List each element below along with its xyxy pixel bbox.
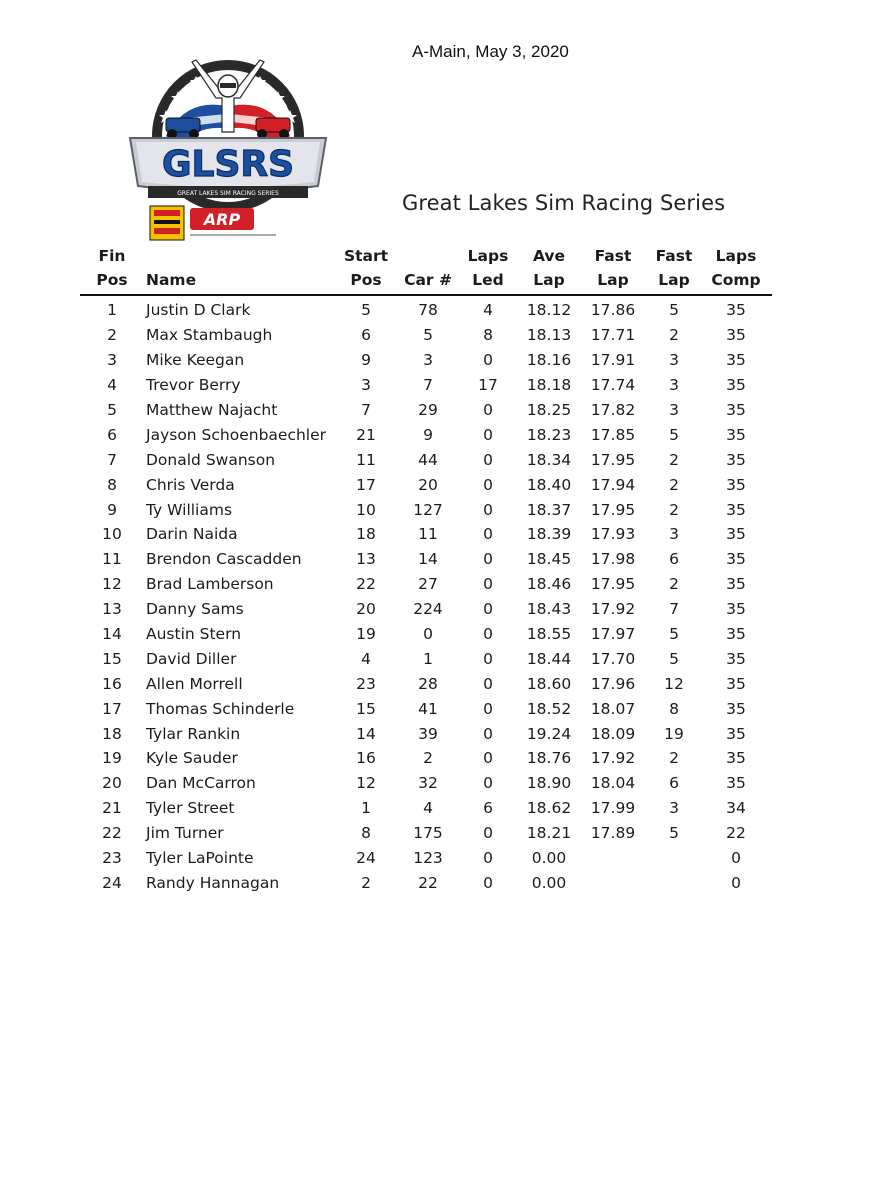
laps-comp-cell: 35 <box>726 724 746 743</box>
driver-name-cell: Tylar Rankin <box>146 724 241 743</box>
car-number-cell: 39 <box>418 724 438 743</box>
laps-led-cell: 0 <box>483 351 493 370</box>
laps-comp-cell: 35 <box>726 326 746 345</box>
start-pos-cell: 21 <box>356 425 376 444</box>
driver-name-cell: Donald Swanson <box>146 450 276 469</box>
ave-lap-cell: 18.90 <box>526 774 572 793</box>
table-row <box>80 422 772 447</box>
ave-lap-cell: 18.62 <box>526 799 572 818</box>
ave-lap-cell: 18.40 <box>526 475 572 494</box>
ave-lap-cell: 19.24 <box>526 724 572 743</box>
laps-led-cell: 0 <box>483 425 493 444</box>
table-row <box>80 373 772 398</box>
laps-comp-cell: 35 <box>726 376 746 395</box>
fin-pos-cell: 5 <box>107 401 117 419</box>
car-number-cell: 14 <box>418 550 438 569</box>
laps-comp-cell: 35 <box>726 600 746 619</box>
car-number-cell: 224 <box>413 600 443 619</box>
driver-name-cell: Justin D Clark <box>146 301 251 320</box>
car-number-cell: 127 <box>413 500 443 519</box>
fin-pos-cell: 4 <box>107 376 117 395</box>
start-pos-cell: 8 <box>361 824 371 843</box>
fin-pos-cell: 10 <box>102 525 122 544</box>
laps-comp-cell: 0 <box>731 849 741 868</box>
laps-comp-cell: 34 <box>726 799 746 818</box>
fast-lap-cell: 17.71 <box>590 326 636 345</box>
ave-lap-cell: 18.55 <box>526 625 572 644</box>
laps-led-cell: 0 <box>483 475 493 494</box>
car-number-cell: 123 <box>413 849 443 868</box>
car-number-cell: 20 <box>418 475 438 494</box>
laps-comp-cell: 0 <box>731 873 741 892</box>
table-row <box>80 572 772 597</box>
laps-comp-cell: 35 <box>726 475 746 494</box>
car-number-cell: 1 <box>423 649 433 668</box>
car-number-cell: 3 <box>423 351 433 370</box>
start-pos-cell: 24 <box>356 849 376 868</box>
car-number-cell: 22 <box>418 873 438 892</box>
car-number-cell: 9 <box>423 425 433 444</box>
driver-name-cell: Ty Williams <box>146 500 233 519</box>
laps-led-cell: 0 <box>483 674 493 693</box>
driver-name-cell: Thomas Schinderle <box>146 699 295 718</box>
fin-pos-cell: 17 <box>102 699 122 718</box>
car-number-cell: 4 <box>423 799 433 818</box>
fin-pos-cell: 20 <box>102 774 122 793</box>
ave-lap-cell: 18.52 <box>526 699 572 718</box>
laps-led-cell: 0 <box>483 849 493 868</box>
laps-led-cell: 0 <box>483 873 493 892</box>
fast-lap-cell: 17.98 <box>590 550 636 569</box>
driver-name-cell: Tyler LaPointe <box>146 849 254 868</box>
laps-comp-cell: 35 <box>726 774 746 793</box>
driver-name-cell: Trevor Berry <box>146 376 241 395</box>
fin-pos-cell: 8 <box>107 475 117 494</box>
laps-led-cell: 17 <box>478 376 498 395</box>
car-number-cell: 41 <box>418 699 438 718</box>
start-pos-cell: 17 <box>356 475 376 494</box>
ave-lap-cell: 0.00 <box>531 849 567 868</box>
fin-pos-cell: 16 <box>102 674 122 693</box>
fin-pos-cell: 9 <box>107 500 117 519</box>
start-pos-cell: 13 <box>356 550 376 569</box>
ave-lap-cell: 18.43 <box>526 600 572 619</box>
fast-lap-number-cell: 5 <box>669 625 679 644</box>
fast-lap-number-cell: 19 <box>664 724 684 743</box>
start-pos-cell: 18 <box>356 525 376 544</box>
laps-led-cell: 0 <box>483 600 493 619</box>
laps-comp-cell: 35 <box>726 625 746 644</box>
laps-comp-cell: 35 <box>726 749 746 768</box>
laps-led-cell: 0 <box>483 774 493 793</box>
table-row <box>80 846 772 871</box>
laps-led-cell: 0 <box>483 450 493 469</box>
fast-lap-cell: 17.70 <box>590 649 636 668</box>
laps-led-cell: 0 <box>483 649 493 668</box>
ave-lap-cell: 18.21 <box>526 824 572 843</box>
ave-lap-cell: 18.18 <box>526 376 572 395</box>
fin-pos-cell: 24 <box>102 873 122 892</box>
fin-pos-cell: 23 <box>102 849 122 868</box>
table-row <box>80 771 772 796</box>
fast-lap-number-cell: 2 <box>669 575 679 594</box>
start-pos-cell: 14 <box>356 724 376 743</box>
car-number-cell: 5 <box>423 326 433 345</box>
header-fast-lap-number: Fast Lap <box>655 247 693 289</box>
fin-pos-cell: 21 <box>102 799 122 818</box>
table-header <box>80 246 772 296</box>
header-ave-lap: Ave Lap <box>532 247 566 289</box>
laps-comp-cell: 35 <box>726 500 746 519</box>
laps-comp-cell: 35 <box>726 550 746 569</box>
fin-pos-cell: 1 <box>107 301 117 320</box>
start-pos-cell: 19 <box>356 625 376 644</box>
fast-lap-number-cell: 7 <box>669 600 679 619</box>
laps-comp-cell: 22 <box>726 824 746 843</box>
driver-name-cell: Brad Lamberson <box>146 575 274 594</box>
laps-led-cell: 0 <box>483 749 493 768</box>
header-fin-pos: Fin Pos <box>96 247 128 289</box>
fin-pos-cell: 18 <box>102 724 122 743</box>
fast-lap-number-cell: 2 <box>669 749 679 768</box>
header-start-pos: Start Pos <box>343 247 389 289</box>
table-row <box>80 671 772 696</box>
fast-lap-number-cell: 5 <box>669 649 679 668</box>
fast-lap-number-cell: 6 <box>669 550 679 569</box>
fin-pos-cell: 7 <box>107 450 117 469</box>
laps-comp-cell: 35 <box>726 301 746 320</box>
table-row <box>80 597 772 622</box>
laps-comp-cell: 35 <box>726 401 746 419</box>
start-pos-cell: 5 <box>361 301 371 320</box>
car-number-cell: 27 <box>418 575 438 594</box>
fast-lap-cell: 17.92 <box>590 749 636 768</box>
laps-comp-cell: 35 <box>726 351 746 370</box>
header-car: Car # <box>404 271 452 289</box>
table-row <box>80 298 772 323</box>
ave-lap-cell: 18.76 <box>526 749 572 768</box>
table-row <box>80 721 772 746</box>
car-number-cell: 32 <box>418 774 438 793</box>
fast-lap-cell <box>582 874 644 892</box>
laps-led-cell: 0 <box>483 550 493 569</box>
fast-lap-number-cell: 2 <box>669 500 679 519</box>
fast-lap-cell: 17.95 <box>590 575 636 594</box>
car-number-cell: 11 <box>418 525 438 544</box>
car-number-cell: 175 <box>413 824 443 843</box>
car-number-cell: 44 <box>418 450 438 469</box>
car-number-cell: 2 <box>423 749 433 768</box>
table-row <box>80 821 772 846</box>
fast-lap-cell: 18.07 <box>590 699 636 718</box>
start-pos-cell: 3 <box>361 376 371 395</box>
driver-name-cell: Allen Morrell <box>146 674 243 693</box>
driver-name-cell: Brendon Cascadden <box>146 550 302 569</box>
fast-lap-cell: 17.96 <box>590 674 636 693</box>
table-row <box>80 547 772 572</box>
fast-lap-number-cell: 6 <box>669 774 679 793</box>
table-row <box>80 646 772 671</box>
fast-lap-number-cell: 2 <box>669 475 679 494</box>
laps-led-cell: 8 <box>483 326 493 345</box>
header-laps-led: Laps Led <box>467 247 509 289</box>
fast-lap-number-cell: 2 <box>669 326 679 345</box>
car-number-cell: 78 <box>418 301 438 320</box>
table-row <box>80 746 772 771</box>
driver-name-cell: Randy Hannagan <box>146 873 280 892</box>
fast-lap-cell: 17.85 <box>590 425 636 444</box>
fast-lap-number-cell: 2 <box>669 450 679 469</box>
laps-comp-cell: 35 <box>726 699 746 718</box>
fin-pos-cell: 12 <box>102 575 122 594</box>
start-pos-cell: 22 <box>356 575 376 594</box>
fast-lap-number-cell: 5 <box>669 425 679 444</box>
laps-led-cell: 6 <box>483 799 493 818</box>
fast-lap-number-cell: 3 <box>669 376 679 395</box>
svg-text:GLSRS: GLSRS <box>161 144 295 185</box>
svg-text:GREAT LAKES SIM RACING SERIES: GREAT LAKES SIM RACING SERIES <box>177 190 279 197</box>
ave-lap-cell: 18.46 <box>526 575 572 594</box>
ave-lap-cell: 0.00 <box>531 873 567 892</box>
start-pos-cell: 23 <box>356 674 376 693</box>
laps-comp-cell: 35 <box>726 525 746 544</box>
fast-lap-number-cell <box>644 874 704 892</box>
start-pos-cell: 1 <box>361 799 371 818</box>
glsrs-logo <box>126 58 330 248</box>
fast-lap-number-cell: 3 <box>669 799 679 818</box>
fast-lap-cell: 17.86 <box>590 301 636 320</box>
ave-lap-cell: 18.25 <box>526 401 572 419</box>
fast-lap-number-cell: 5 <box>669 824 679 843</box>
laps-led-cell: 0 <box>483 625 493 644</box>
header-laps-comp: Laps Comp <box>711 247 761 289</box>
fast-lap-cell: 18.04 <box>590 774 636 793</box>
driver-name-cell: Austin Stern <box>146 625 242 644</box>
start-pos-cell: 15 <box>356 699 376 718</box>
fin-pos-cell: 22 <box>102 824 122 843</box>
start-pos-cell: 4 <box>361 649 371 668</box>
fast-lap-cell: 18.09 <box>590 724 636 743</box>
driver-name-cell: Dan McCarron <box>146 774 256 793</box>
header-fast-lap: Fast Lap <box>594 247 632 289</box>
table-row <box>80 870 772 895</box>
ave-lap-cell: 18.60 <box>526 674 572 693</box>
ave-lap-cell: 18.13 <box>526 326 572 345</box>
laps-led-cell: 0 <box>483 525 493 544</box>
fin-pos-cell: 3 <box>107 351 117 370</box>
driver-name-cell: Darin Naida <box>146 525 238 544</box>
ave-lap-cell: 18.37 <box>526 500 572 519</box>
fin-pos-cell: 2 <box>107 326 117 345</box>
fin-pos-cell: 15 <box>102 649 122 668</box>
fin-pos-cell: 6 <box>107 425 117 444</box>
table-row <box>80 497 772 522</box>
start-pos-cell: 2 <box>361 873 371 892</box>
ave-lap-cell: 18.16 <box>526 351 572 370</box>
driver-name-cell: David Diller <box>146 649 237 668</box>
start-pos-cell: 16 <box>356 749 376 768</box>
driver-name-cell: Kyle Sauder <box>146 749 238 768</box>
ave-lap-cell: 18.45 <box>526 550 572 569</box>
results-table <box>80 246 772 895</box>
driver-name-cell: Mike Keegan <box>146 351 245 370</box>
fast-lap-cell: 17.95 <box>590 450 636 469</box>
laps-led-cell: 0 <box>483 824 493 843</box>
fast-lap-number-cell: 3 <box>669 401 679 419</box>
start-pos-cell: 9 <box>361 351 371 370</box>
driver-name-cell: Matthew Najacht <box>146 401 278 419</box>
laps-led-cell: 0 <box>483 500 493 519</box>
fast-lap-cell: 17.94 <box>590 475 636 494</box>
table-row <box>80 447 772 472</box>
svg-text:ARP: ARP <box>203 210 241 229</box>
fast-lap-cell: 17.74 <box>590 376 636 395</box>
fast-lap-number-cell: 3 <box>669 351 679 370</box>
driver-name-cell: Tyler Street <box>146 799 235 818</box>
table-row <box>80 398 772 423</box>
driver-name-cell: Danny Sams <box>146 600 244 619</box>
driver-name-cell: Jim Turner <box>146 824 224 843</box>
laps-comp-cell: 35 <box>726 450 746 469</box>
fin-pos-cell: 11 <box>102 550 122 569</box>
fast-lap-cell: 17.92 <box>590 600 636 619</box>
fin-pos-cell: 13 <box>102 600 122 619</box>
driver-name-cell: Jayson Schoenbaechler <box>146 425 327 444</box>
fast-lap-cell: 17.82 <box>590 401 636 419</box>
header-name: Name <box>146 271 197 289</box>
race-title: A-Main, May 3, 2020 <box>412 42 569 61</box>
start-pos-cell: 6 <box>361 326 371 345</box>
car-number-cell: 7 <box>423 376 433 395</box>
driver-name-cell: Chris Verda <box>146 475 235 494</box>
table-body <box>80 296 772 895</box>
fast-lap-cell: 17.89 <box>590 824 636 843</box>
start-pos-cell: 11 <box>356 450 376 469</box>
ave-lap-cell: 18.44 <box>526 649 572 668</box>
fast-lap-number-cell: 12 <box>664 674 684 693</box>
ave-lap-cell: 18.12 <box>526 301 572 320</box>
fast-lap-number-cell: 5 <box>669 301 679 320</box>
car-number-cell: 29 <box>418 401 438 419</box>
fast-lap-cell: 17.99 <box>590 799 636 818</box>
table-row <box>80 323 772 348</box>
table-row <box>80 472 772 497</box>
laps-led-cell: 0 <box>483 401 493 419</box>
ave-lap-cell: 18.39 <box>526 525 572 544</box>
table-row <box>80 796 772 821</box>
fast-lap-cell <box>582 849 644 867</box>
start-pos-cell: 20 <box>356 600 376 619</box>
laps-comp-cell: 35 <box>726 674 746 693</box>
laps-led-cell: 0 <box>483 575 493 594</box>
ave-lap-cell: 18.34 <box>526 450 572 469</box>
fin-pos-cell: 19 <box>102 749 122 768</box>
table-row <box>80 348 772 373</box>
start-pos-cell: 7 <box>361 401 371 419</box>
table-row <box>80 696 772 721</box>
car-number-cell: 0 <box>423 625 433 644</box>
laps-comp-cell: 35 <box>726 425 746 444</box>
start-pos-cell: 10 <box>356 500 376 519</box>
laps-comp-cell: 35 <box>726 649 746 668</box>
series-name: Great Lakes Sim Racing Series <box>402 191 726 215</box>
laps-led-cell: 0 <box>483 699 493 718</box>
laps-led-cell: 0 <box>483 724 493 743</box>
fin-pos-cell: 14 <box>102 625 122 644</box>
table-row <box>80 522 772 547</box>
driver-name-cell: Max Stambaugh <box>146 326 273 345</box>
car-number-cell: 28 <box>418 674 438 693</box>
laps-led-cell: 4 <box>483 301 493 320</box>
fast-lap-number-cell <box>644 849 704 867</box>
fast-lap-number-cell: 8 <box>669 699 679 718</box>
fast-lap-cell: 17.95 <box>590 500 636 519</box>
fast-lap-number-cell: 3 <box>669 525 679 544</box>
fast-lap-cell: 17.91 <box>590 351 636 370</box>
table-row <box>80 622 772 647</box>
fast-lap-cell: 17.93 <box>590 525 636 544</box>
start-pos-cell: 12 <box>356 774 376 793</box>
fast-lap-cell: 17.97 <box>590 625 636 644</box>
ave-lap-cell: 18.23 <box>526 425 572 444</box>
laps-comp-cell: 35 <box>726 575 746 594</box>
